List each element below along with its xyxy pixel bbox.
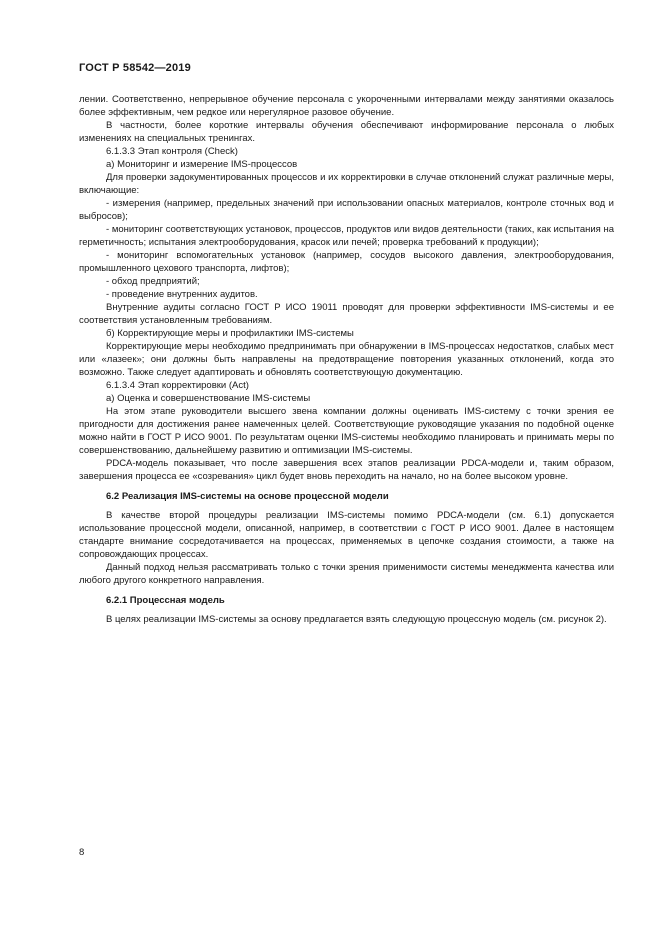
list-item-internal-audits: - проведение внутренних аудитов. [106,289,258,300]
document-body [79,93,614,626]
paragraph-training-intervals: В частности, более короткие интервалы обучения обеспечивают информирование персонала о любых изменениях на специальных тренингах. [79,120,614,144]
paragraph-corrective-measures: Корректирующие меры необходимо предпринимать при обнаружении в IMS-процессах недостатков, слабых мест или «лазеек»; они должны быть направлены на предотвращение повторения указанных отклонений, когда это возможно. Также следует адаптировать и обновлять соответствующую документацию. [79,341,614,378]
list-item-plant-walkthrough: - обход предприятий; [106,276,200,287]
item-a-evaluation: а) Оценка и совершенствование IMS-системы [106,393,311,404]
paragraph-continuation: лении. Соответственно, непрерывное обучение персонала с укороченными интервалами между занятиями оказалось более эффективным, чем редкое или нерегулярное разовое обучение. [79,94,614,118]
paragraph-approach-scope: Данный подход нельзя рассматривать только с точки зрения применимости системы менеджмента качества или любого другого конкретного направления. [79,562,614,586]
list-item-monitoring-auxiliary: - мониторинг вспомогательных установок (например, сосудов высокого давления, электрооборудования, промышленного цехового транспорта, лифтов); [79,250,614,274]
document-code-header: ГОСТ Р 58542—2019 [79,62,191,74]
page-number: 8 [79,847,85,858]
section-6-2-1-heading: 6.2.1 Процессная модель [106,595,225,606]
item-b-corrective-measures: б) Корректирующие меры и профилактики IMS-системы [106,328,354,339]
section-6-1-3-3-heading: 6.1.3.3 Этап контроля (Check) [106,146,238,157]
paragraph-pdca-cycle: PDCA-модель показывает, что после завершения всех этапов реализации PDCA-модели и, таким образом, завершения процесса ее «созревания» цикл будет вновь переходить на начало, но на более высоком уровне. [79,458,614,482]
paragraph-process-model-figure-ref: В целях реализации IMS-системы за основу предлагается взять следующую процессную модель (см. рисунок 2). [106,614,607,625]
paragraph-process-model-intro: В качестве второй процедуры реализации IMS-системы помимо PDCA-модели (см. 6.1) допускается использование процессной модели, описанной, например, в соответствии с ГОСТ Р ИСО 9001. Далее в настоящем стандарте внимание сосредотачивается на процессах, применяемых в цепочке создания стоимости, а также на сопровождающих процессах. [79,510,614,560]
section-6-2-heading: 6.2 Реализация IMS-системы на основе процессной модели [106,491,389,502]
item-a-monitoring: а) Мониторинг и измерение IMS-процессов [106,159,298,170]
paragraph-internal-audits: Внутренние аудиты согласно ГОСТ Р ИСО 19011 проводят для проверки эффективности IMS-системы и ее соответствия установленным требованиям. [79,302,614,326]
list-item-measurements: - измерения (например, предельных значений при использовании опасных материалов, контроле сточных вод и выбросов); [79,198,614,222]
list-item-monitoring-installations: - мониторинг соответствующих установок, процессов, продуктов или видов деятельности (таких, как испытания на герметичность; испытания электрооборудования, красок или печей; проверка требований к продукции); [79,224,614,248]
section-6-1-3-4-heading: 6.1.3.4 Этап корректировки (Act) [106,380,249,391]
paragraph-verification-measures: Для проверки задокументированных процессов и их корректировки в случае отклонений служат различные меры, включающие: [79,172,614,196]
paragraph-management-evaluation: На этом этапе руководители высшего звена компании должны оценивать IMS-систему с точки зрения ее пригодности для достижения ранее намеченных целей. Соответствующие руководящие указания по подобной оценке можно найти в ГОСТ Р ИСО 9001. По результатам оценки IMS-системы необходимо планировать и принимать меры по совершенствованию, дальнейшему развитию и оптимизации IMS-системы. [79,406,614,456]
